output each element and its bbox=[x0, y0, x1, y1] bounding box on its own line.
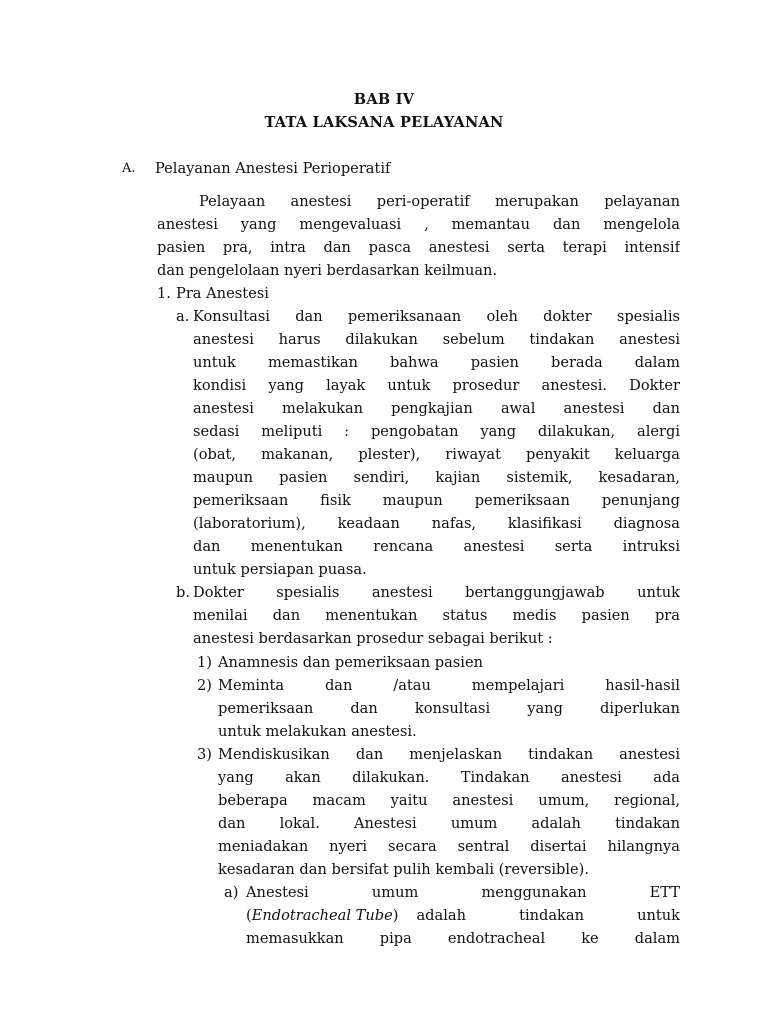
item-b-line: anestesi berdasarkan prosedur sebagai berikut : bbox=[193, 630, 553, 647]
word: adalah bbox=[416, 907, 466, 924]
item-a-line: pemeriksaan fisik maupun pemeriksaan penunjang bbox=[193, 492, 680, 509]
sub-3-line: beberapa macam yaitu anestesi umum, regional, bbox=[218, 792, 680, 809]
item-a-line: dan menentukan rencana anestesi serta intruksi bbox=[193, 538, 680, 555]
chapter-number: BAB IV bbox=[353, 91, 415, 108]
item-a-line: (obat, makanan, plester), riwayat penyakit keluarga bbox=[193, 446, 680, 463]
item-a-line: kondisi yang layak untuk prosedur anestesi. Dokter bbox=[193, 377, 680, 394]
item-a-line: (laboratorium), keadaan nafas, klasifikasi diagnosa bbox=[193, 515, 680, 532]
sub-a-line bbox=[246, 907, 680, 924]
item-b-marker: b. bbox=[176, 584, 190, 601]
sub-3-line: Mendiskusikan dan menjelaskan tindakan anestesi bbox=[218, 746, 680, 763]
intro-line: pasien pra, intra dan pasca anestesi serta terapi intensif bbox=[157, 239, 680, 256]
sub-a-line2-part bbox=[246, 907, 398, 924]
sub-1-marker: 1) bbox=[197, 654, 212, 671]
sub-2-line: Meminta dan /atau mempelajari hasil-hasil bbox=[218, 677, 680, 694]
sub-a-line: memasukkan pipa endotracheal ke dalam bbox=[246, 930, 680, 947]
item-a-line: untuk memastikan bahwa pasien berada dalam bbox=[193, 354, 680, 371]
item-b-line: menilai dan menentukan status medis pasien pra bbox=[193, 607, 680, 624]
word: tindakan bbox=[519, 907, 584, 924]
section-a-title: Pelayanan Anestesi Perioperatif bbox=[155, 160, 391, 177]
sub-1-line: Anamnesis dan pemeriksaan pasien bbox=[218, 654, 483, 671]
item-a-marker: a. bbox=[176, 308, 190, 325]
intro-line: anestesi yang mengevaluasi , memantau dan mengelola bbox=[157, 216, 680, 233]
sub-3-line: meniadakan nyeri secara sentral disertai hilangnya bbox=[218, 838, 680, 855]
sub-3-line: dan lokal. Anestesi umum adalah tindakan bbox=[218, 815, 680, 832]
sub-a-line: Anestesi umum menggunakan ETT bbox=[246, 884, 680, 901]
item-a-line: sedasi meliputi : pengobatan yang dilakukan, alergi bbox=[193, 423, 680, 440]
item-1-marker: 1. bbox=[157, 285, 171, 302]
item-a-line: anestesi melakukan pengkajian awal anestesi dan bbox=[193, 400, 680, 417]
sub-3-marker: 3) bbox=[197, 746, 212, 763]
item-1-title: Pra Anestesi bbox=[176, 285, 269, 302]
close-paren-text: ) bbox=[392, 907, 399, 924]
sub-3-line: yang akan dilakukan. Tindakan anestesi ada bbox=[218, 769, 680, 786]
item-a-line: untuk persiapan puasa. bbox=[193, 561, 367, 578]
sub-2-line: untuk melakukan anestesi. bbox=[218, 723, 417, 740]
sub-a-line2-rest bbox=[416, 907, 680, 924]
section-a-marker: A. bbox=[122, 161, 136, 176]
intro-line: Pelayaan anestesi peri-operatif merupakan pelayanan bbox=[199, 193, 680, 210]
sub-2-marker: 2) bbox=[197, 677, 212, 694]
chapter-title: TATA LAKSANA PELAYANAN bbox=[264, 114, 504, 131]
item-a-line: anestesi harus dilakukan sebelum tindakan anestesi bbox=[193, 331, 680, 348]
sub-3-line: kesadaran dan bersifat pulih kembali (reversible). bbox=[218, 861, 589, 878]
item-b-line: Dokter spesialis anestesi bertanggungjawab untuk bbox=[193, 584, 680, 601]
sub-2-line: pemeriksaan dan konsultasi yang diperlukan bbox=[218, 700, 680, 717]
item-a-line: maupun pasien sendiri, kajian sistemik, kesadaran, bbox=[193, 469, 680, 486]
word: untuk bbox=[637, 907, 680, 924]
sub-a-marker: a) bbox=[224, 884, 239, 901]
intro-line: dan pengelolaan nyeri berdasarkan keilmuan. bbox=[157, 262, 498, 279]
italic-term: Endotracheal Tube bbox=[251, 907, 393, 924]
open-paren: ( bbox=[246, 907, 252, 924]
item-a-line: Konsultasi dan pemeriksanaan oleh dokter spesialis bbox=[193, 308, 680, 325]
